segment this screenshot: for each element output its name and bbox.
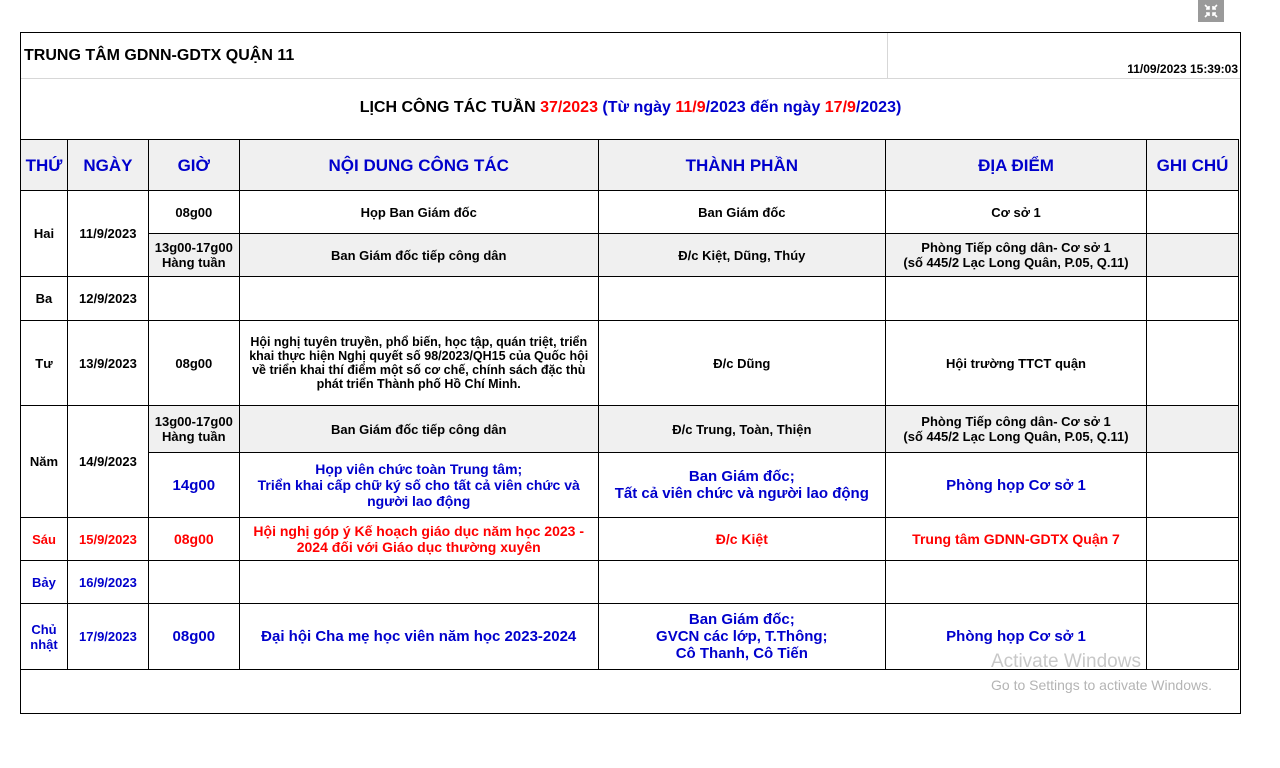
cell-noi-dung: Ban Giám đốc tiếp công dân bbox=[239, 234, 598, 277]
title-to-date: 17/9 bbox=[824, 99, 856, 116]
cell-noi-dung: Họp Ban Giám đốc bbox=[239, 191, 598, 234]
cell-thanh-phan: Đ/c Kiệt bbox=[598, 518, 885, 561]
cell-thu: Tư bbox=[21, 321, 68, 406]
title-to-year: /2023) bbox=[855, 99, 902, 116]
cell-dia-diem bbox=[885, 561, 1146, 604]
cell-thanh-phan: Ban Giám đốc; Tất cả viên chức và người lao động bbox=[598, 453, 885, 518]
cell-ghi-chu bbox=[1147, 453, 1239, 518]
cell-gio: 08g00 bbox=[148, 604, 239, 670]
cell-thu: Hai bbox=[21, 191, 68, 277]
cell-ghi-chu bbox=[1147, 321, 1239, 406]
table-header-row bbox=[21, 140, 1239, 191]
cell-ghi-chu bbox=[1147, 518, 1239, 561]
cell-dia-diem bbox=[885, 277, 1146, 321]
activate-windows-hint: Go to Settings to activate Windows. bbox=[991, 677, 1212, 693]
cell-ngay: 13/9/2023 bbox=[67, 321, 148, 406]
cell-noi-dung: Ban Giám đốc tiếp công dân bbox=[239, 406, 598, 453]
cell-noi-dung: Đại hội Cha mẹ học viên năm học 2023-2024 bbox=[239, 604, 598, 670]
title-prefix: LỊCH CÔNG TÁC TUẦN bbox=[359, 99, 541, 116]
title-from-date: 11/9 bbox=[675, 99, 706, 116]
cell-gio: 14g00 bbox=[148, 453, 239, 518]
cell-gio bbox=[148, 561, 239, 604]
cell-thanh-phan: Đ/c Kiệt, Dũng, Thúy bbox=[598, 234, 885, 277]
cell-dia-diem: Phòng Tiếp công dân- Cơ sở 1 (số 445/2 Lạc Long Quân, P.05, Q.11) bbox=[885, 406, 1146, 453]
cell-ghi-chu bbox=[1147, 604, 1239, 670]
cell-ngay: 12/9/2023 bbox=[67, 277, 148, 321]
cell-thanh-phan: Đ/c Dũng bbox=[598, 321, 885, 406]
table-row bbox=[21, 453, 1239, 518]
column-header: THÀNH PHẦN bbox=[598, 140, 885, 191]
cell-ghi-chu bbox=[1147, 191, 1239, 234]
cell-dia-diem: Hội trường TTCT quận bbox=[885, 321, 1146, 406]
title-from-year: /2023 bbox=[705, 99, 746, 116]
cell-noi-dung: Họp viên chức toàn Trung tâm; Triển khai cấp chữ ký số cho tất cả viên chức và người lao động bbox=[239, 453, 598, 518]
cell-noi-dung bbox=[239, 561, 598, 604]
table-row bbox=[21, 561, 1239, 604]
table-row bbox=[21, 277, 1239, 321]
cell-thanh-phan: Ban Giám đốc bbox=[598, 191, 885, 234]
cell-noi-dung: Hội nghị tuyên truyền, phổ biến, học tập, quán triệt, triển khai thực hiện Nghị quyết số 98/2023/QH15 của Quốc hội về triển khai thí điểm một số cơ chế, chính sách đặc thù phát triển Thành phố Hồ Chí Minh. bbox=[239, 321, 598, 406]
title-from-label: (Từ ngày bbox=[597, 99, 676, 116]
schedule-table bbox=[20, 139, 1239, 670]
cell-thanh-phan bbox=[598, 277, 885, 321]
cell-ghi-chu bbox=[1147, 561, 1239, 604]
table-row bbox=[21, 191, 1239, 234]
header-divider bbox=[887, 33, 888, 78]
column-header: ĐỊA ĐIỂM bbox=[885, 140, 1146, 191]
cell-ngay: 11/9/2023 bbox=[67, 191, 148, 277]
schedule-sheet bbox=[20, 32, 1241, 714]
cell-gio: 08g00 bbox=[148, 518, 239, 561]
title-week: 37/2023 bbox=[540, 99, 598, 116]
cell-thu: Năm bbox=[21, 406, 68, 518]
cell-ngay: 15/9/2023 bbox=[67, 518, 148, 561]
cell-ngay: 17/9/2023 bbox=[67, 604, 148, 670]
table-row bbox=[21, 406, 1239, 453]
column-header: GIỜ bbox=[148, 140, 239, 191]
org-name: TRUNG TÂM GDNN-GDTX QUẬN 11 bbox=[24, 47, 295, 64]
cell-thu: Chủ nhật bbox=[21, 604, 68, 670]
sheet-header bbox=[21, 33, 1240, 79]
table-row bbox=[21, 234, 1239, 277]
cell-thu: Bảy bbox=[21, 561, 68, 604]
collapse-button[interactable] bbox=[1198, 0, 1224, 22]
cell-gio: 08g00 bbox=[148, 321, 239, 406]
column-header: NỘI DUNG CÔNG TÁC bbox=[239, 140, 598, 191]
cell-dia-diem: Trung tâm GDNN-GDTX Quận 7 bbox=[885, 518, 1146, 561]
cell-dia-diem: Cơ sở 1 bbox=[885, 191, 1146, 234]
cell-ngay: 16/9/2023 bbox=[67, 561, 148, 604]
cell-ghi-chu bbox=[1147, 277, 1239, 321]
cell-thu: Sáu bbox=[21, 518, 68, 561]
cell-thanh-phan bbox=[598, 561, 885, 604]
cell-gio bbox=[148, 277, 239, 321]
table-row bbox=[21, 518, 1239, 561]
cell-thu: Ba bbox=[21, 277, 68, 321]
column-header: NGÀY bbox=[67, 140, 148, 191]
cell-ghi-chu bbox=[1147, 234, 1239, 277]
column-header: GHI CHÚ bbox=[1147, 140, 1239, 191]
page-title bbox=[21, 99, 1240, 117]
title-to-label: đến ngày bbox=[745, 99, 825, 116]
cell-noi-dung bbox=[239, 277, 598, 321]
collapse-icon bbox=[1203, 3, 1219, 19]
cell-gio: 13g00-17g00 Hàng tuần bbox=[148, 406, 239, 453]
cell-gio: 08g00 bbox=[148, 191, 239, 234]
cell-dia-diem: Phòng họp Cơ sở 1 bbox=[885, 453, 1146, 518]
timestamp: 11/09/2023 15:39:03 bbox=[1127, 62, 1238, 76]
cell-ngay: 14/9/2023 bbox=[67, 406, 148, 518]
cell-noi-dung: Hội nghị góp ý Kế hoạch giáo dục năm học 2023 - 2024 đối với Giáo dục thường xuyên bbox=[239, 518, 598, 561]
table-row bbox=[21, 321, 1239, 406]
cell-dia-diem: Phòng họp Cơ sở 1 bbox=[885, 604, 1146, 670]
activate-windows-watermark: Activate Windows bbox=[991, 651, 1141, 672]
cell-ghi-chu bbox=[1147, 406, 1239, 453]
cell-gio: 13g00-17g00 Hàng tuần bbox=[148, 234, 239, 277]
cell-thanh-phan: Đ/c Trung, Toàn, Thiện bbox=[598, 406, 885, 453]
cell-thanh-phan: Ban Giám đốc; GVCN các lớp, T.Thông; Cô Thanh, Cô Tiến bbox=[598, 604, 885, 670]
cell-dia-diem: Phòng Tiếp công dân- Cơ sở 1 (số 445/2 Lạc Long Quân, P.05, Q.11) bbox=[885, 234, 1146, 277]
column-header: THỨ bbox=[21, 140, 68, 191]
